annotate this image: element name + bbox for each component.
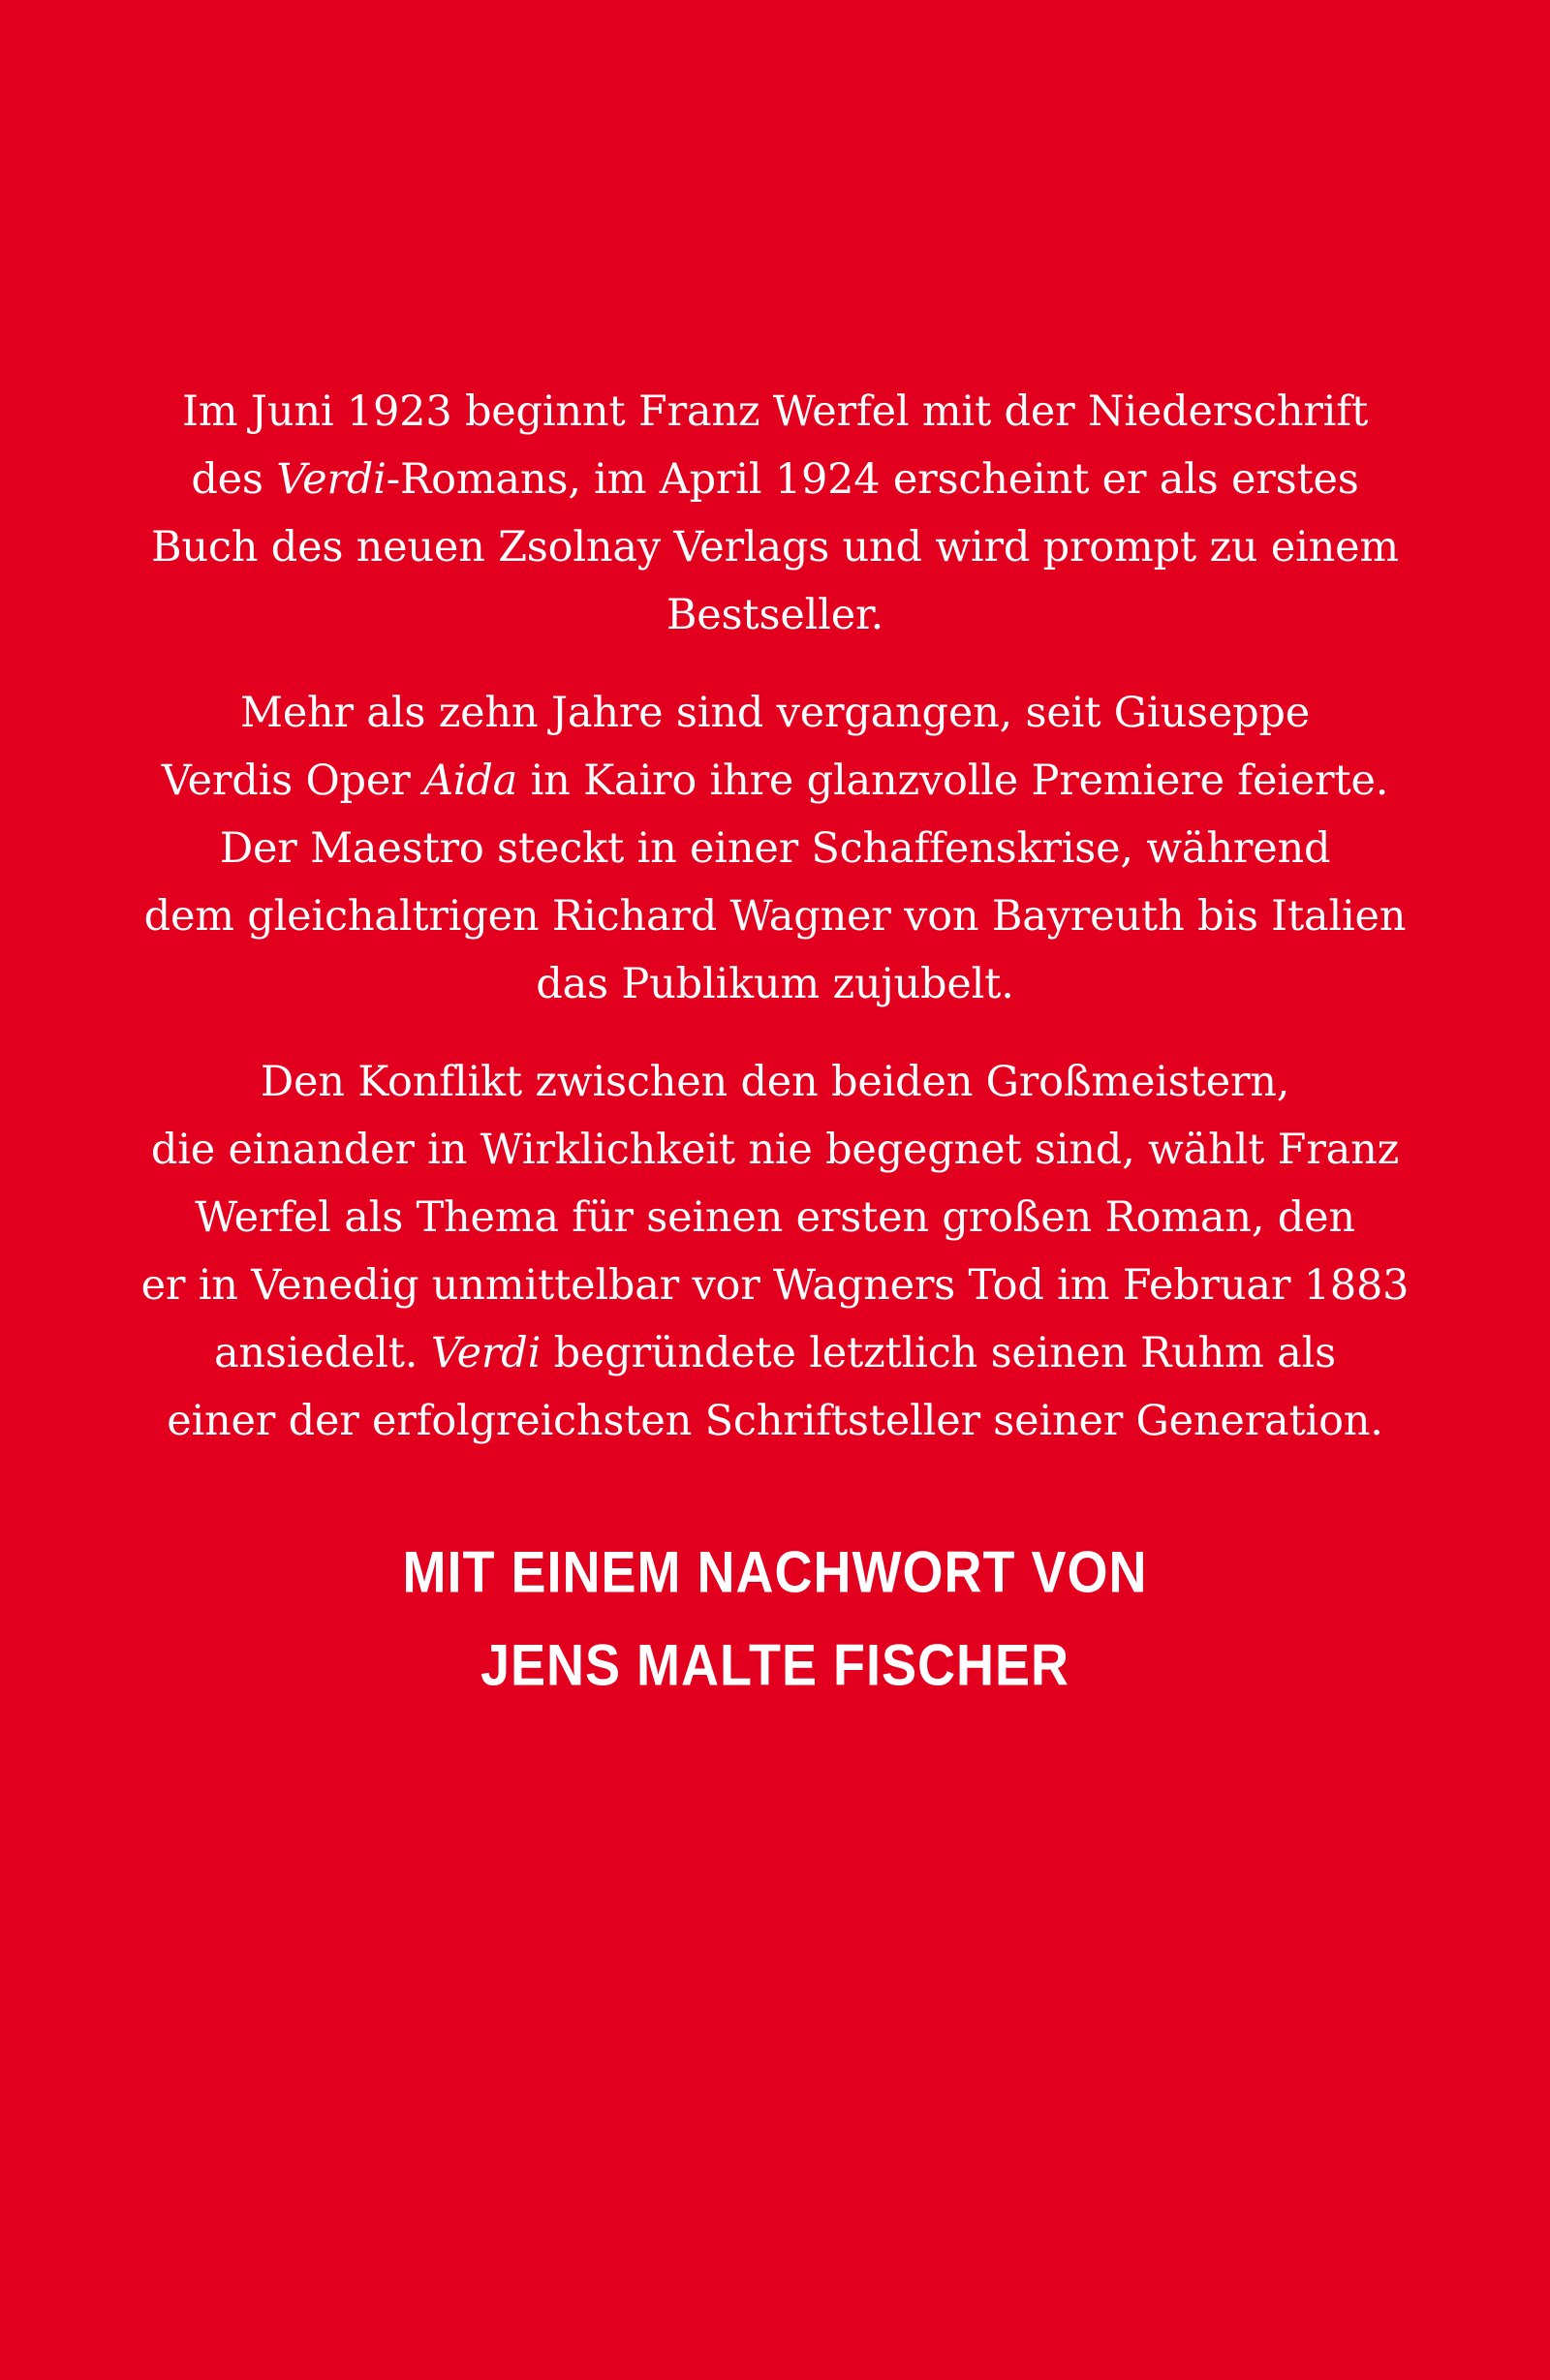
blurb-line: Der Maestro steckt in einer Schaffenskrise, während xyxy=(219,824,1331,873)
book-title-italic: Verdi xyxy=(430,1329,542,1377)
blurb-line: Verdis Oper Aida in Kairo ihre glanzvolle Premiere feierte. xyxy=(161,757,1389,805)
blurb-paragraph-2 xyxy=(116,679,1434,1018)
blurb-line: Buch des neuen Zsolnay Verlags und wird prompt zu einem xyxy=(151,523,1399,572)
blurb-line: Im Juni 1923 beginnt Franz Werfel mit der Niederschrift xyxy=(181,387,1369,436)
blurb-line: die einander in Wirklichkeit nie begegnet sind, wählt Franz xyxy=(150,1126,1400,1174)
opera-title-italic: Aida xyxy=(422,757,518,805)
blurb-line: Werfel als Thema für seinen ersten großen Roman, den xyxy=(195,1193,1355,1242)
blurb-text xyxy=(116,378,1434,1485)
blurb-line: einer der erfolgreichsten Schriftsteller seiner Generation. xyxy=(167,1397,1383,1445)
blurb-line: das Publikum zujubelt. xyxy=(536,960,1014,1008)
blurb-line: dem gleichaltrigen Richard Wagner von Bayreuth bis Italien xyxy=(143,892,1407,941)
afterword-author: JENS MALTE FISCHER xyxy=(480,1632,1070,1699)
blurb-line: ansiedelt. Verdi begründete letztlich seinen Ruhm als xyxy=(213,1329,1336,1377)
blurb-line: Bestseller. xyxy=(666,591,884,639)
blurb-line: des Verdi-Romans, im April 1924 erscheint er als erstes xyxy=(191,455,1359,504)
afterword-credit xyxy=(116,1526,1434,1713)
afterword-line-1: MIT EINEM NACHWORT VON xyxy=(402,1539,1148,1605)
blurb-line: er in Venedig unmittelbar vor Wagners Tod im Februar 1883 xyxy=(140,1261,1410,1310)
blurb-line: Den Konflikt zwischen den beiden Großmeistern, xyxy=(260,1058,1290,1106)
blurb-line: Mehr als zehn Jahre sind vergangen, seit Giuseppe xyxy=(239,689,1310,737)
blurb-paragraph-1 xyxy=(116,378,1434,649)
book-title-italic: Verdi xyxy=(276,455,387,504)
blurb-paragraph-3 xyxy=(116,1048,1434,1455)
